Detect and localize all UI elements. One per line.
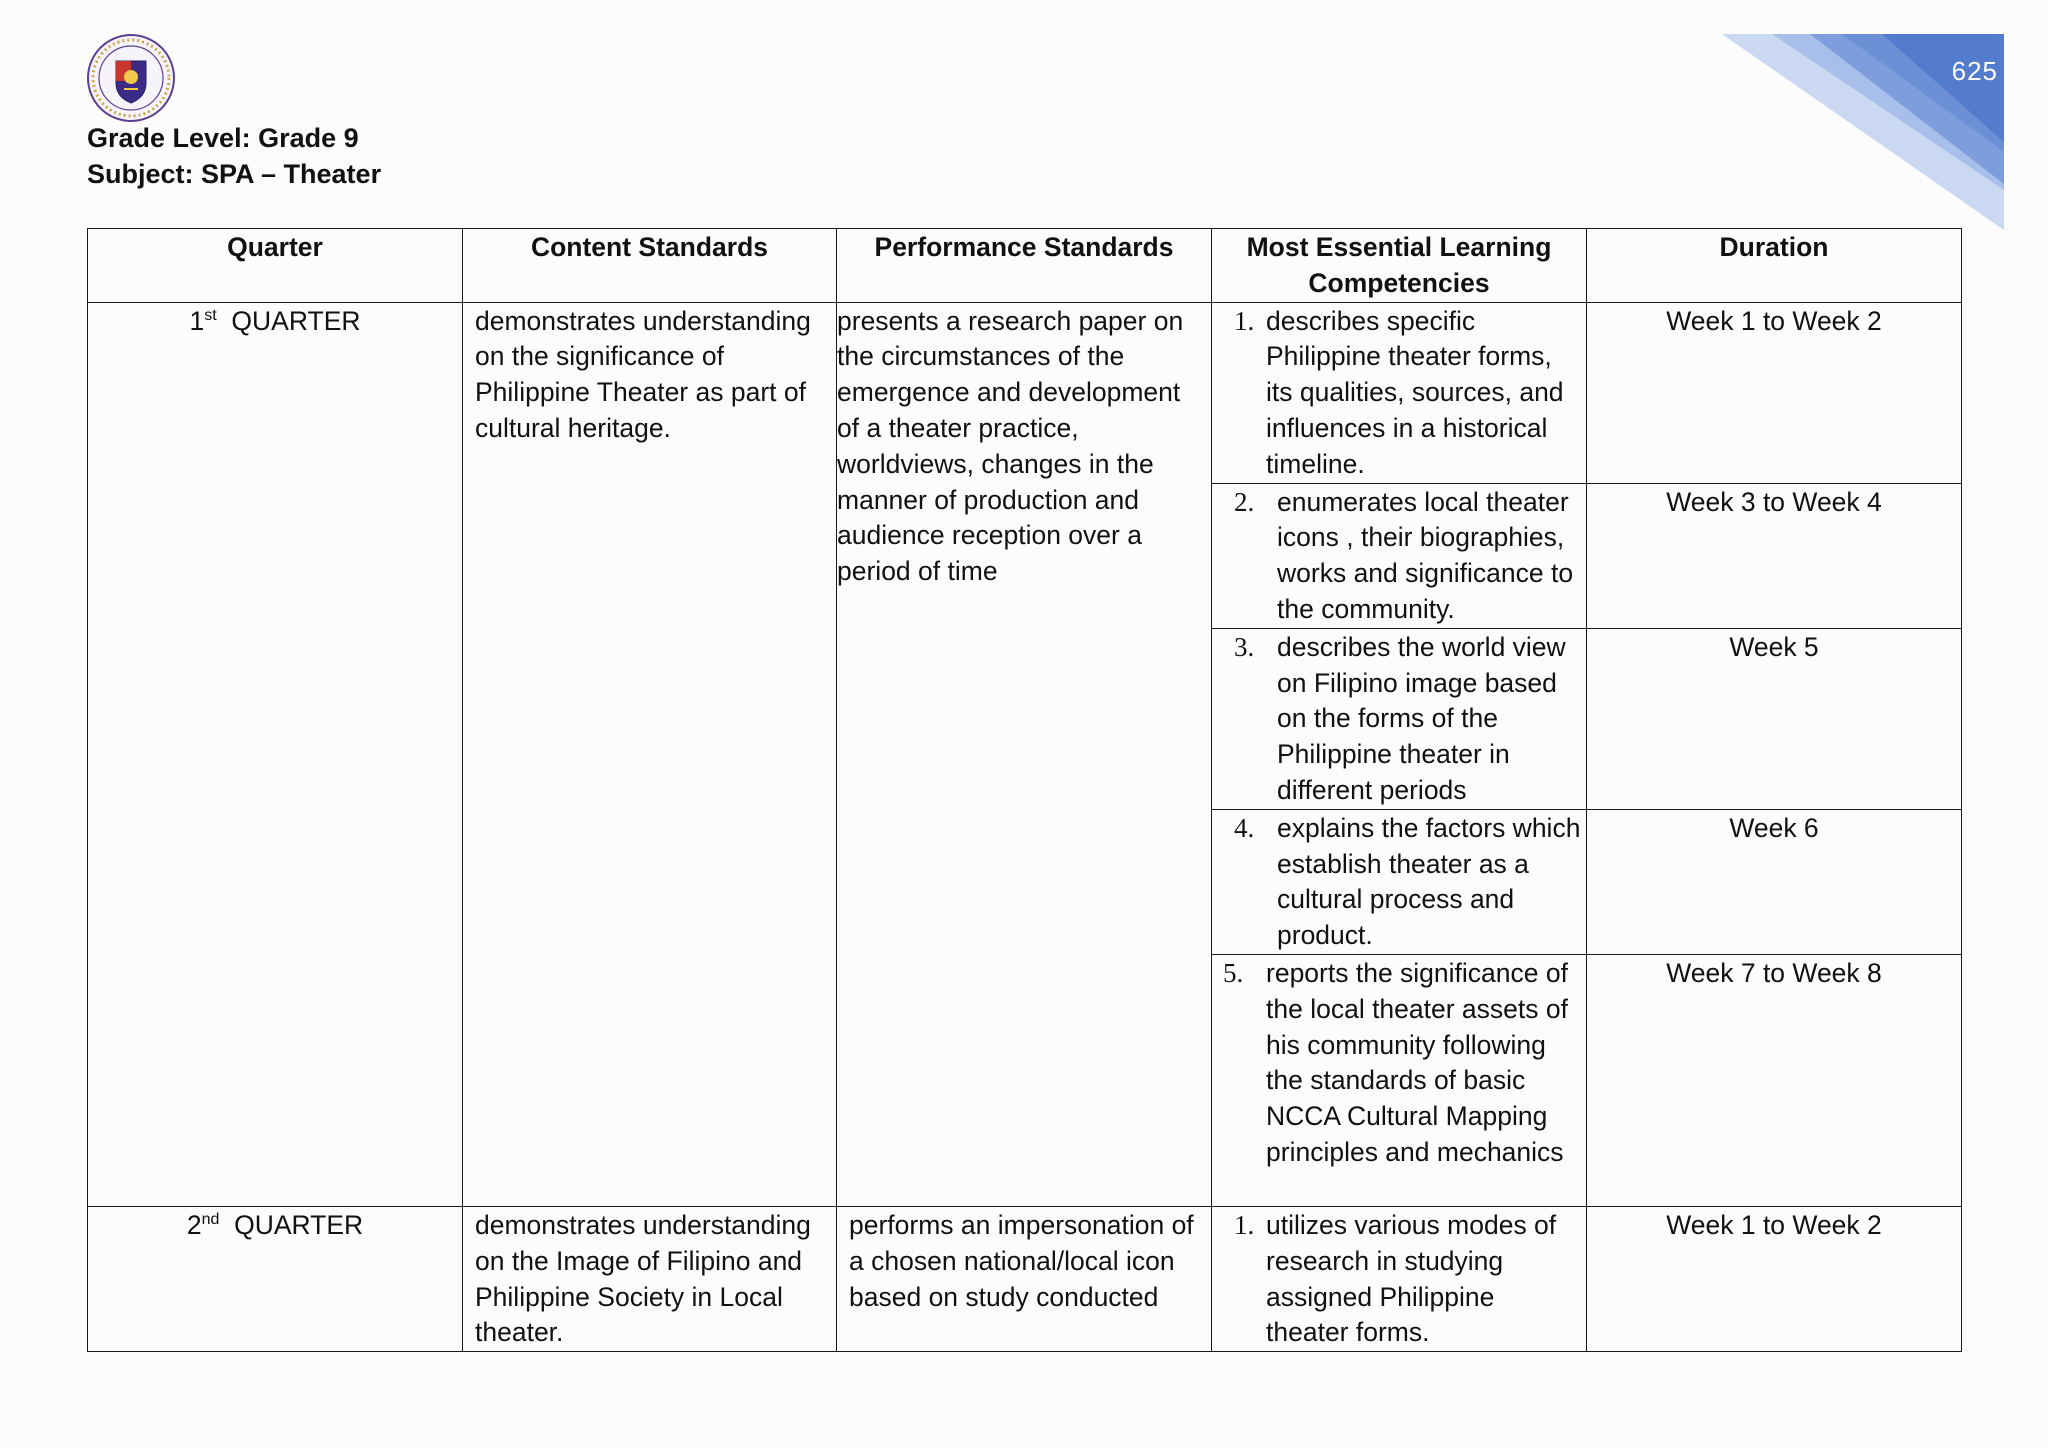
- grade-level-label: Grade Level: Grade 9: [87, 123, 359, 153]
- quarter-cell: [88, 1206, 463, 1351]
- competency-text: enumerates local theater icons , their biographies, works and significance to the community.: [1277, 486, 1574, 624]
- competency-text: describes the world view on Filipino image based on the forms of the Philippine theater in different periods: [1277, 631, 1566, 805]
- content-standard-cell: demonstrates understanding on the Image of Filipino and Philippine Society in Local theater.: [463, 1206, 837, 1351]
- competency-cell: [1212, 628, 1587, 809]
- subject-label: Subject: SPA – Theater: [87, 159, 382, 189]
- duration-cell: Week 7 to Week 8: [1587, 954, 1962, 1206]
- competency-cell: [1212, 302, 1587, 483]
- quarter-ordinal: nd: [201, 1210, 220, 1228]
- page-number: 625: [1951, 56, 1998, 86]
- duration-cell: Week 3 to Week 4: [1587, 483, 1962, 628]
- competency-text: explains the factors which establish theater as a cultural process and product.: [1277, 812, 1581, 951]
- competency-cell: [1212, 954, 1587, 1206]
- competency-text: reports the significance of the local theater assets of his community following the standards of basic NCCA Cultural Mapping principles and mechanics: [1266, 957, 1568, 1167]
- duration-cell: Week 1 to Week 2: [1587, 302, 1962, 483]
- table-header-row: [88, 229, 1962, 303]
- competency-text: describes specific Philippine theater forms, its qualities, sources, and influences in a historical timeline.: [1266, 305, 1564, 479]
- competency-number: 1.: [1234, 305, 1255, 336]
- competency-number: 3.: [1234, 631, 1255, 662]
- competency-number: 2.: [1234, 486, 1255, 517]
- duration-cell: Week 6: [1587, 809, 1962, 954]
- duration-cell: Week 1 to Week 2: [1587, 1206, 1962, 1351]
- quarter-label: QUARTER: [234, 1209, 364, 1240]
- duration-cell: Week 5: [1587, 628, 1962, 809]
- quarter-number: 2: [186, 1209, 202, 1240]
- header-performance-standards: Performance Standards: [837, 229, 1212, 303]
- competency-cell: [1212, 1206, 1587, 1351]
- competency-number: 4.: [1234, 812, 1255, 843]
- competency-text: utilizes various modes of research in studying assigned Philippine theater forms.: [1266, 1209, 1557, 1348]
- deped-seal-logo: [86, 33, 176, 123]
- table-row: [88, 302, 1962, 483]
- header-content-standards: Content Standards: [463, 229, 837, 303]
- quarter-cell: [88, 302, 463, 1206]
- header-melc: Most Essential Learning Competencies: [1212, 229, 1587, 303]
- curriculum-table: [87, 228, 1962, 1352]
- competency-cell: [1212, 483, 1587, 628]
- competency-cell: [1212, 809, 1587, 954]
- performance-standard-cell: performs an impersonation of a chosen national/local icon based on study conducted: [837, 1206, 1212, 1351]
- header-duration: Duration: [1587, 229, 1962, 303]
- performance-standard-cell: presents a research paper on the circumstances of the emergence and development of a theater practice, worldviews, changes in the manner of production and audience reception over a period of time: [837, 302, 1212, 1206]
- quarter-label: QUARTER: [231, 305, 361, 336]
- competency-number: 1.: [1234, 1209, 1255, 1240]
- quarter-ordinal: st: [204, 306, 217, 324]
- table-row: [88, 1206, 1962, 1351]
- competency-number: 5.: [1223, 957, 1244, 988]
- content-standard-cell: demonstrates understanding on the significance of Philippine Theater as part of cultural heritage.: [463, 302, 837, 1206]
- quarter-number: 1: [189, 305, 205, 336]
- header-quarter: Quarter: [88, 229, 463, 303]
